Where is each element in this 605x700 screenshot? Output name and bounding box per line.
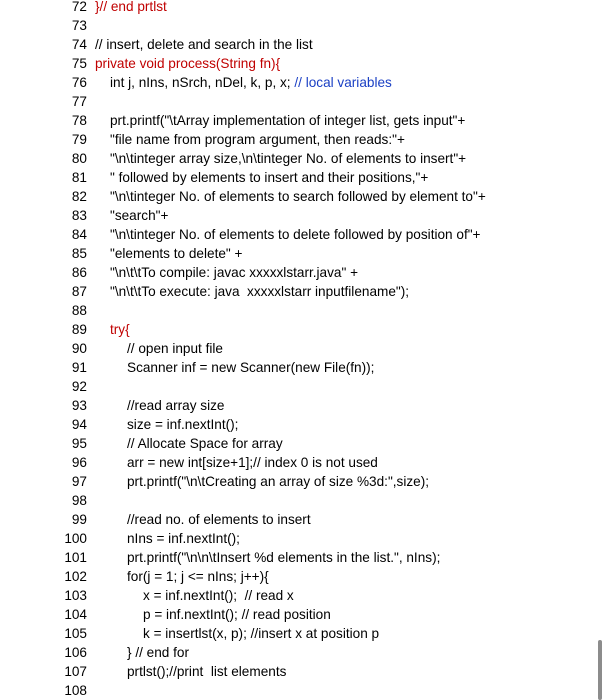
code-text [110,320,130,339]
code-line [0,339,605,358]
line-number: 105 [64,626,87,641]
code-text [110,225,480,244]
code-text [127,453,378,472]
line-number: 73 [71,18,87,33]
code-text [127,358,374,377]
code-text [110,168,428,187]
keyword-token: try{ [110,322,130,337]
code-line [0,187,605,206]
code-text [127,510,311,529]
line-number: 76 [71,75,87,90]
code-token: // open input file [127,341,223,356]
line-number: 80 [71,151,87,166]
line-number: 79 [71,132,87,147]
line-number: 78 [71,113,87,128]
code-line [0,111,605,130]
code-token: for(j = 1; j <= nIns; j++){ [127,569,269,584]
code-token: nIns = inf.nextInt(); [127,531,240,546]
code-text [127,643,189,662]
code-token: //read no. of elements to insert [127,512,311,527]
code-text [127,472,429,491]
code-line [0,206,605,225]
code-line [0,168,605,187]
code-text [127,548,440,567]
code-text [110,206,168,225]
keyword-token: }// end prtlst [95,0,167,14]
code-line [0,92,605,111]
code-text [110,149,466,168]
line-number: 108 [64,683,87,698]
code-line [0,415,605,434]
code-line [0,35,605,54]
comment-token: // local variables [294,75,392,90]
line-number: 100 [64,531,87,546]
code-token: x = inf.nextInt(); // read x [143,588,294,603]
code-text [110,73,392,92]
code-line [0,54,605,73]
code-token: p = inf.nextInt(); // read position [143,607,331,622]
code-line [0,73,605,92]
line-number: 88 [71,303,87,318]
code-token: size = inf.nextInt(); [127,417,239,432]
code-text [143,586,294,605]
line-number: 75 [71,56,87,71]
code-line [0,244,605,263]
line-number: 87 [71,284,87,299]
line-number: 77 [71,94,87,109]
code-token: prt.printf("\tArray implementation of integer list, gets input"+ [110,113,466,128]
code-token: // Allocate Space for array [127,436,283,451]
code-text [95,35,313,54]
code-line [0,510,605,529]
code-line [0,0,605,16]
code-token: prt.printf("\n\tCreating an array of size %3d:",size); [127,474,430,489]
line-number: 98 [71,493,87,508]
code-token: "search"+ [110,208,169,223]
code-line [0,434,605,453]
code-text [95,0,167,16]
code-line [0,282,605,301]
code-text [127,434,283,453]
code-line [0,149,605,168]
line-number: 99 [71,512,87,527]
line-number: 97 [71,474,87,489]
code-line [0,624,605,643]
line-number: 90 [71,341,87,356]
code-text [143,605,331,624]
code-text [110,130,405,149]
code-line [0,263,605,282]
line-number: 93 [71,398,87,413]
code-text [110,244,242,263]
line-number: 85 [71,246,87,261]
code-text [127,567,269,586]
code-line [0,643,605,662]
code-line [0,16,605,35]
line-number: 83 [71,208,87,223]
code-line [0,662,605,681]
code-text [95,54,280,73]
line-number: 91 [71,360,87,375]
line-number: 103 [64,588,87,603]
line-number: 72 [71,0,87,14]
line-number: 81 [71,170,87,185]
code-line [0,567,605,586]
code-token: "\n\t\tTo execute: java xxxxxlstarr inputfilename"); [110,284,410,299]
code-line [0,453,605,472]
line-number: 74 [71,37,87,52]
line-number: 95 [71,436,87,451]
code-text [127,396,224,415]
line-number: 101 [64,550,87,565]
code-token: } // end for [127,645,189,660]
code-line [0,130,605,149]
code-token: prt.printf("\n\n\tInsert %d elements in the list.", nIns); [127,550,441,565]
line-number: 86 [71,265,87,280]
line-number: 106 [64,645,87,660]
code-token: arr = new int[size+1];// index 0 is not used [127,455,378,470]
code-line [0,225,605,244]
code-text [110,111,465,130]
code-line [0,491,605,510]
code-line [0,605,605,624]
line-number: 104 [64,607,87,622]
code-line [0,320,605,339]
code-line [0,681,605,700]
code-line [0,548,605,567]
scrollbar-thumb[interactable] [598,640,602,700]
line-number: 92 [71,379,87,394]
code-line [0,396,605,415]
code-text [127,339,223,358]
code-token: prtlst();//print list elements [127,664,287,679]
code-line [0,472,605,491]
code-line [0,377,605,396]
line-number: 96 [71,455,87,470]
code-text [127,662,286,681]
code-text [143,624,379,643]
code-token: k = insertlst(x, p); //insert x at position p [143,626,380,641]
line-number: 107 [64,664,87,679]
keyword-token: private void process(String fn){ [95,56,281,71]
code-token: "elements to delete" + [110,246,243,261]
code-token: "\n\tinteger No. of elements to search followed by element to"+ [110,189,486,204]
code-line [0,529,605,548]
code-token: "\n\tinteger No. of elements to delete followed by position of"+ [110,227,481,242]
code-line [0,301,605,320]
line-number: 82 [71,189,87,204]
code-line [0,586,605,605]
code-token: "\n\tinteger array size,\n\tinteger No. of elements to insert"+ [110,151,467,166]
code-token: //read array size [127,398,225,413]
line-number: 94 [71,417,87,432]
line-number: 102 [64,569,87,584]
code-line [0,358,605,377]
code-text [127,529,240,548]
code-token: Scanner inf = new Scanner(new File(fn)); [127,360,375,375]
code-token: "\n\t\tTo compile: javac xxxxxlstarr.java" + [110,265,359,280]
code-text [127,415,238,434]
line-number: 84 [71,227,87,242]
code-token: int j, nIns, nSrch, nDel, k, p, x; [110,75,295,90]
code-token: "file name from program argument, then reads:"+ [110,132,405,147]
code-text [110,263,358,282]
code-text [110,282,409,301]
code-text [110,187,486,206]
code-token: // insert, delete and search in the list [95,37,313,52]
line-number: 89 [71,322,87,337]
code-token: " followed by elements to insert and their positions,"+ [110,170,429,185]
